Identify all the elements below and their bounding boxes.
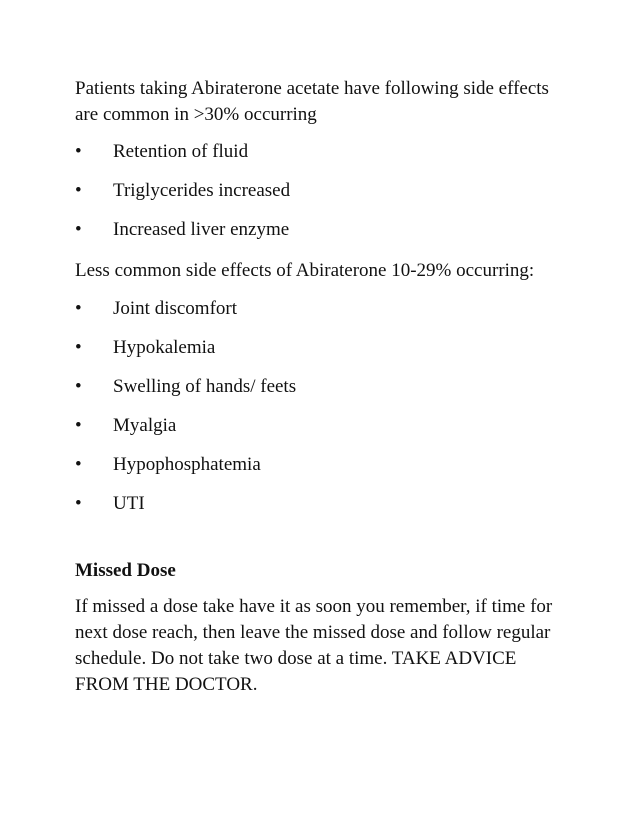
list-item-label: Hypophosphatemia <box>113 453 261 475</box>
list-item <box>75 178 583 217</box>
list-item-label: Triglycerides increased <box>113 180 291 202</box>
common-effects-list <box>75 139 583 256</box>
bullet-icon: • <box>75 141 82 163</box>
list-item <box>75 491 583 530</box>
list-item-label: UTI <box>113 492 145 514</box>
list-item-label: Retention of fluid <box>113 141 249 163</box>
bullet-icon: • <box>75 336 82 358</box>
list-item-label: Myalgia <box>113 414 177 436</box>
bullet-icon: • <box>75 180 82 202</box>
intro-paragraph: Patients taking Abiraterone acetate have following side effects are common in >30% occurring <box>75 78 549 125</box>
list-item-label: Joint discomfort <box>113 297 238 319</box>
missed-dose-heading: Missed Dose <box>75 559 176 581</box>
list-item <box>75 335 583 374</box>
less-common-effects-list <box>75 296 583 530</box>
bullet-icon: • <box>75 453 82 475</box>
missed-dose-paragraph: If missed a dose take have it as soon you remember, if time for next dose reach, then leave the missed dose and follow regular schedule. Do not take two dose at a time. TAKE ADVICE FROM THE DOCTOR. <box>75 595 553 696</box>
list-item <box>75 296 583 335</box>
bullet-icon: • <box>75 375 82 397</box>
list-item-label: Hypokalemia <box>113 336 216 358</box>
bullet-icon: • <box>75 492 82 514</box>
bullet-icon: • <box>75 219 82 241</box>
bullet-icon: • <box>75 414 82 436</box>
list-item <box>75 139 583 178</box>
bullet-icon: • <box>75 297 82 319</box>
list-item <box>75 374 583 413</box>
list-item <box>75 452 583 491</box>
list-item-label: Increased liver enzyme <box>113 219 290 241</box>
list-item <box>75 217 583 256</box>
list-item-label: Swelling of hands/ feets <box>113 375 297 397</box>
list-item <box>75 413 583 452</box>
less-common-paragraph: Less common side effects of Abiraterone 10-29% occurring: <box>75 260 535 282</box>
